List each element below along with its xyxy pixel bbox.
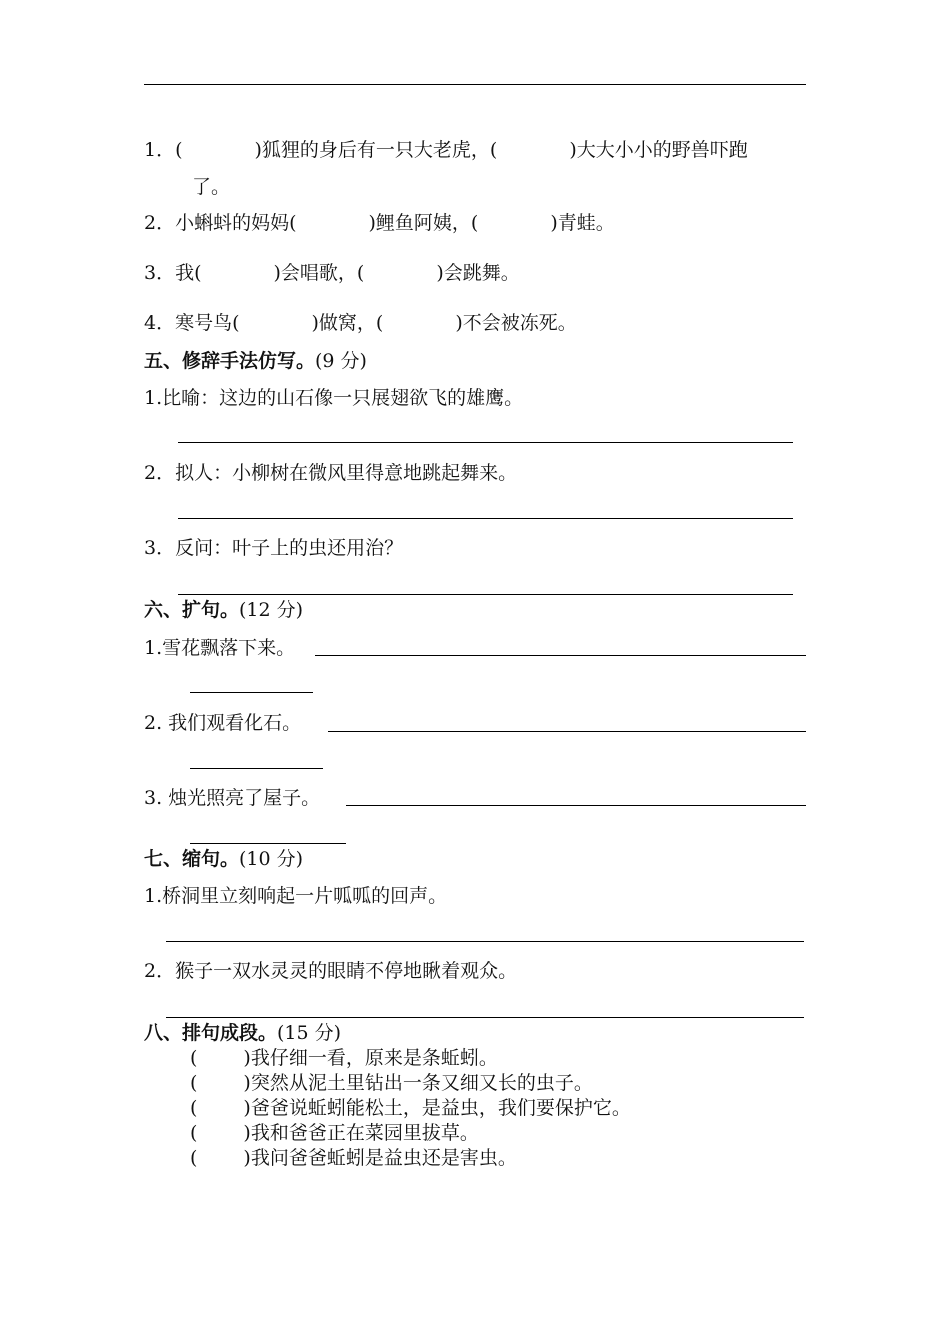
connective-item-1: 1．( )狐狸的身后有一只大老虎，( )大大小小的野兽吓跑 (144, 139, 748, 161)
answer-line[interactable] (178, 518, 793, 519)
answer-line[interactable] (190, 692, 313, 693)
section-7-heading: 七、缩句。(10 分) (144, 848, 304, 870)
answer-line[interactable] (178, 594, 793, 595)
section-5-item-1: 1.比喻：这边的山石像一只展翅欲飞的雄鹰。 (144, 387, 524, 409)
answer-line[interactable] (346, 805, 806, 806)
connective-item-1-cont: 了。 (192, 176, 231, 198)
section-5-item-3: 3．反问：叶子上的虫还用治？ (144, 537, 404, 559)
connective-item-2: 2．小蝌蚪的妈妈( )鲤鱼阿姨，( )青蛙。 (144, 212, 615, 234)
section-6-heading: 六、扩句。(12 分) (144, 599, 304, 621)
ordering-item-2: ( )突然从泥土里钻出一条又细又长的虫子。 (190, 1072, 593, 1094)
ordering-item-4: ( )我和爸爸正在菜园里拔草。 (190, 1122, 479, 1144)
connective-item-3: 3．我( )会唱歌，( )会跳舞。 (144, 262, 520, 284)
answer-line[interactable] (166, 941, 804, 942)
connective-item-4: 4．寒号鸟( )做窝，( )不会被冻死。 (144, 312, 577, 334)
section-5-item-2: 2．拟人：小柳树在微风里得意地跳起舞来。 (144, 462, 518, 484)
answer-line[interactable] (190, 768, 323, 769)
ordering-item-3: ( )爸爸说蚯蚓能松土，是益虫，我们要保护它。 (190, 1097, 631, 1119)
ordering-item-5: ( )我问爸爸蚯蚓是益虫还是害虫。 (190, 1147, 517, 1169)
section-7-item-1: 1.桥洞里立刻响起一片呱呱的回声。 (144, 885, 448, 907)
section-6-item-1: 1.雪花飘落下来。 (144, 637, 296, 659)
section-8-heading: 八、排句成段。(15 分) (144, 1022, 342, 1044)
header-rule (144, 84, 806, 85)
section-7-item-2: 2．猴子一双水灵灵的眼睛不停地瞅着观众。 (144, 960, 518, 982)
ordering-item-1: ( )我仔细一看，原来是条蚯蚓。 (190, 1047, 498, 1069)
section-6-item-2: 2. 我们观看化石。 (144, 712, 302, 734)
answer-line[interactable] (315, 655, 806, 656)
section-6-item-3: 3. 烛光照亮了屋子。 (144, 787, 321, 809)
section-5-heading: 五、修辞手法仿写。(9 分) (144, 350, 367, 372)
answer-line[interactable] (190, 843, 346, 844)
answer-line[interactable] (166, 1017, 804, 1018)
answer-line[interactable] (328, 731, 806, 732)
answer-line[interactable] (178, 442, 793, 443)
